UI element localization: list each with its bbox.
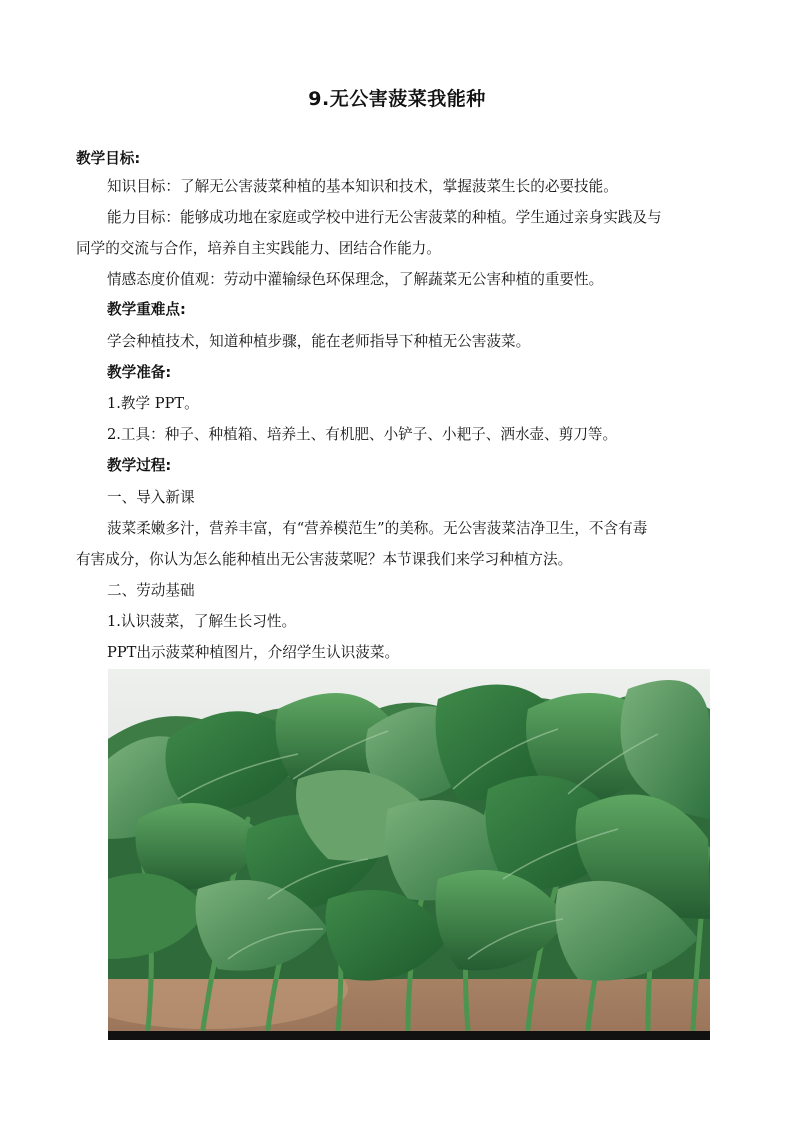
section-heading-intro: 一、导入新课 — [107, 489, 195, 506]
page-title: 9.无公害菠菜我能种 — [308, 88, 486, 110]
paragraph-ability-goal: 能力目标：能够成功地在家庭或学校中进行无公害菠菜的种植。学生通过亲身实践及与 — [107, 209, 662, 226]
paragraph-emotion-goal: 情感态度价值观：劳动中灌输绿色环保理念，了解蔬菜无公害种植的重要性。 — [107, 271, 604, 288]
spinach-photo — [108, 669, 710, 1040]
heading-key-points: 教学重难点: — [107, 301, 186, 318]
heading-preparation: 教学准备: — [107, 364, 172, 381]
paragraph-ability-goal-cont: 同学的交流与合作，培养自主实践能力、团结合作能力。 — [76, 240, 441, 257]
paragraph-intro-cont: 有害成分，你认为怎么能种植出无公害菠菜呢？本节课我们来学习种植方法。 — [76, 551, 573, 568]
paragraph-key-points: 学会种植技术，知道种植步骤，能在老师指导下种植无公害菠菜。 — [107, 333, 531, 350]
paragraph-knowledge-goal: 知识目标：了解无公害菠菜种植的基本知识和技术，掌握菠菜生长的必要技能。 — [107, 178, 618, 195]
list-item-prep-1: 1.教学 PPT。 — [107, 395, 199, 412]
list-item-prep-2: 2.工具：种子、种植箱、培养土、有机肥、小铲子、小耙子、洒水壶、剪刀等。 — [107, 426, 618, 443]
section-heading-basics: 二、劳动基础 — [107, 582, 195, 599]
heading-teaching-goals: 教学目标: — [76, 150, 141, 167]
paragraph-intro: 菠菜柔嫩多汁，营养丰富，有“营养模范生”的美称。无公害菠菜洁净卫生，不含有毒 — [107, 520, 648, 537]
heading-process: 教学过程: — [107, 457, 172, 474]
paragraph-ppt-note: PPT出示菠菜种植图片，介绍学生认识菠菜。 — [107, 644, 400, 661]
list-item-basics-1: 1.认识菠菜，了解生长习性。 — [107, 613, 297, 630]
